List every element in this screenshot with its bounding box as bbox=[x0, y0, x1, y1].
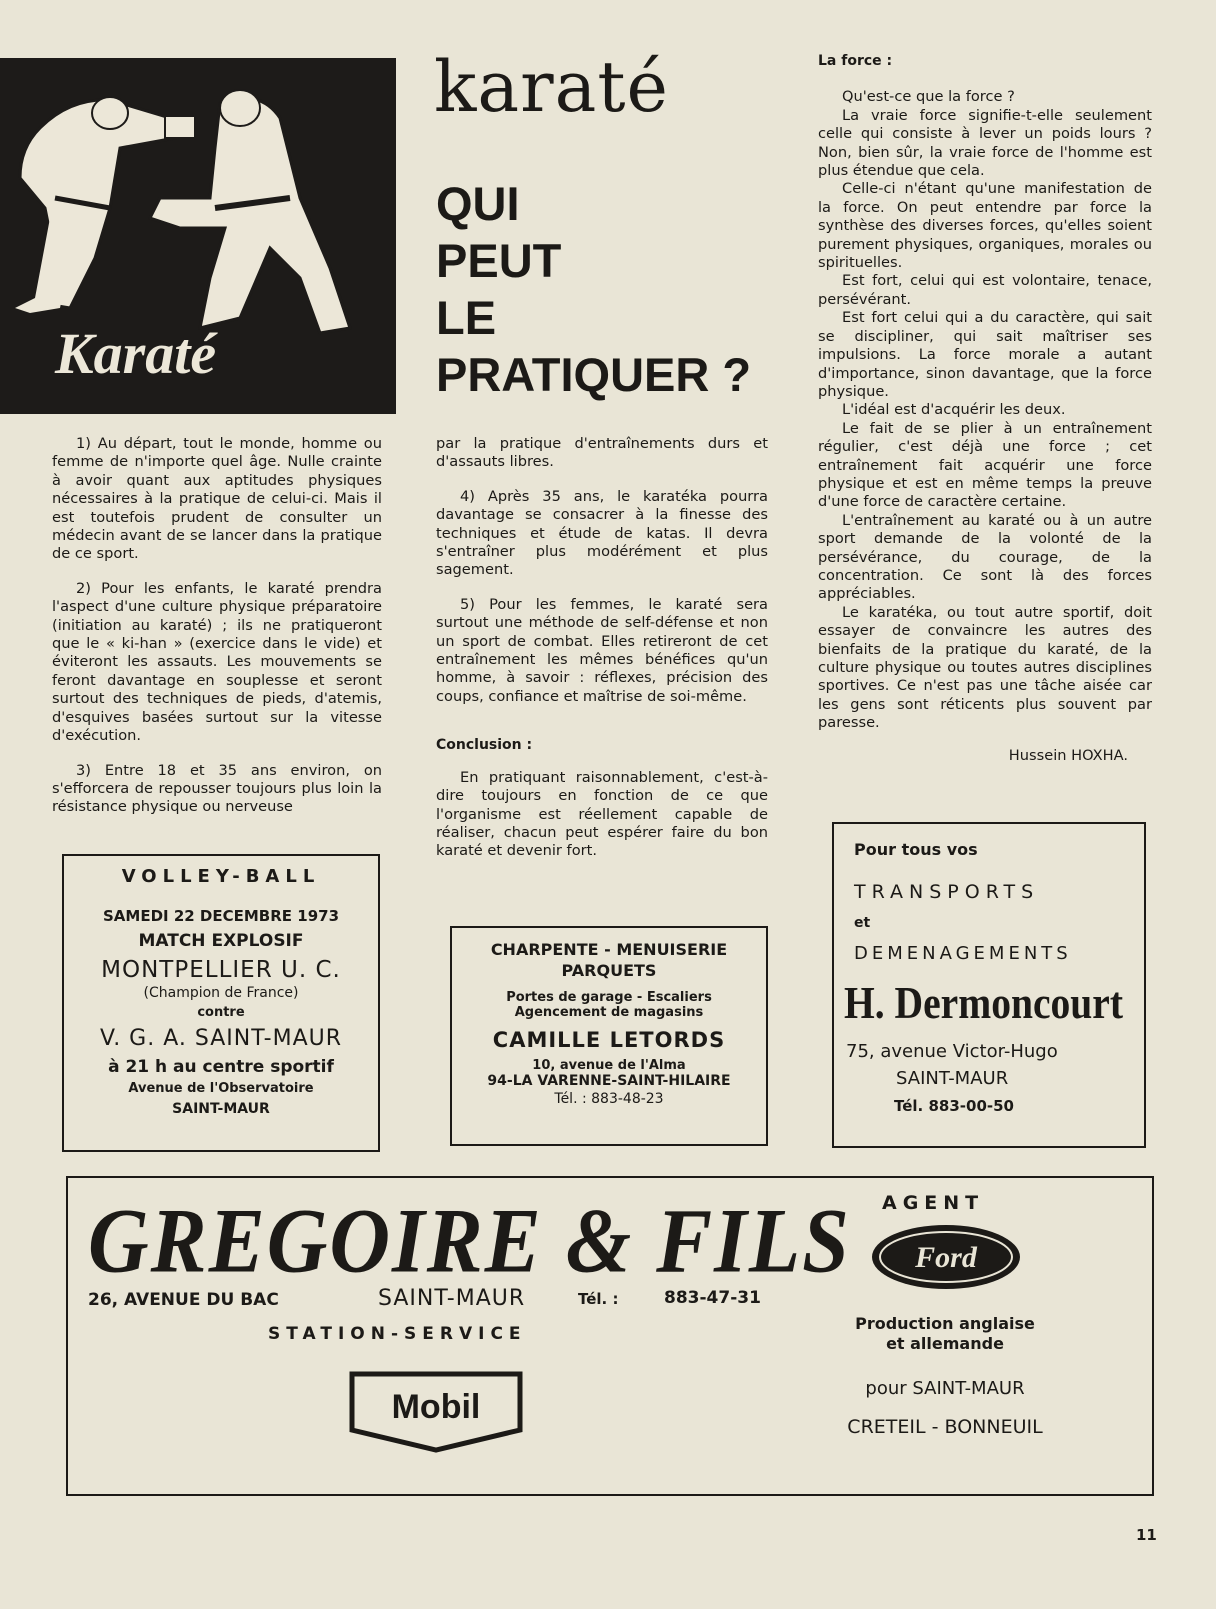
ad-line: Pour tous vos bbox=[854, 840, 978, 859]
paragraph: 3) Entre 18 et 35 ans environ, on s'efforcera de repousser toujours plus loin la résistance physique ou nerveuse bbox=[52, 761, 382, 816]
headline-line: PEUT bbox=[436, 234, 562, 287]
ad-line: TRANSPORTS bbox=[854, 881, 1040, 903]
paragraph: Qu'est-ce que la force ? bbox=[842, 88, 1015, 106]
gregoire-tel-label: Tél. : bbox=[578, 1290, 619, 1308]
gregoire-city: SAINT-MAUR bbox=[378, 1286, 526, 1311]
paragraph: 5) Pour les femmes, le karaté sera surtout une méthode de self-défense et non un sport de combat. Elles retireront de cet entraînement les mêmes bénéfices qu'un homme, à savoir : réflexes, précision des coups, confiance et maîtrise de soi-même. bbox=[436, 595, 768, 705]
ad-line: DEMENAGEMENTS bbox=[854, 943, 1072, 964]
gregoire-ad bbox=[66, 1176, 1154, 1496]
article-column-3 bbox=[818, 52, 1152, 781]
gregoire-address: 26, AVENUE DU BAC bbox=[88, 1290, 279, 1310]
paragraph: Celle-ci n'étant qu'une manifestation de la force. On peut entendre par force la synthèse des diverses forces, qu'elles soient purement physiques, organiques, morales ou spirituelles. bbox=[818, 180, 1152, 272]
ad-line: 94-LA VARENNE-SAINT-HILAIRE bbox=[487, 1073, 731, 1089]
ad-line: Portes de garage - Escaliers bbox=[506, 990, 712, 1005]
paragraph: 4) Après 35 ans, le karatéka pourra davantage se consacrer à la finesse des techniques et étude de katas. Il devra s'entraîner plus modérément et plus sagement. bbox=[436, 487, 768, 579]
gregoire-service: STATION-SERVICE bbox=[268, 1324, 527, 1344]
paragraph: En pratiquant raisonnablement, c'est-à-dire toujours en fonction de ce que l'organisme est réellement capable de réaliser, chacun peut espérer faire du bon karaté et devenir fort. bbox=[436, 768, 768, 860]
headline-line: QUI bbox=[436, 177, 520, 230]
ad-line: 75, avenue Victor-Hugo bbox=[846, 1041, 1058, 1062]
gregoire-brand: GREGOIRE & FILS bbox=[88, 1190, 851, 1293]
ad-line: Tél. : 883-48-23 bbox=[554, 1091, 664, 1107]
volleyball-ad bbox=[62, 854, 380, 1152]
article-title: karaté bbox=[434, 46, 669, 128]
page-number: 11 bbox=[1136, 1526, 1157, 1544]
mobil-logo bbox=[346, 1368, 526, 1454]
ford-pour: pour SAINT-MAUR bbox=[865, 1378, 1025, 1399]
ad-line: H. Dermoncourt bbox=[844, 977, 1124, 1028]
ad-line: SAINT-MAUR bbox=[172, 1101, 270, 1117]
ad-line: et bbox=[854, 915, 871, 931]
conclusion-heading: Conclusion : bbox=[436, 737, 533, 754]
ad-line: Tél. 883-00-50 bbox=[894, 1097, 1014, 1115]
ford-production-1: Production anglaise bbox=[855, 1314, 1035, 1333]
section-heading: La force : bbox=[818, 53, 893, 69]
paragraph: L'idéal est d'acquérir les deux. bbox=[842, 401, 1066, 419]
ad-line: V. G. A. SAINT-MAUR bbox=[99, 1026, 343, 1051]
ford-production-2: et allemande bbox=[886, 1334, 1004, 1353]
ad-line: MATCH EXPLOSIF bbox=[138, 931, 304, 951]
paragraph: Est fort celui qui a du caractère, qui sait se discipliner, qui sait maîtriser ses impulsions. La force morale a autant d'importance, sinon davantage, que la force physique. bbox=[818, 309, 1152, 400]
ad-line: CAMILLE LETORDS bbox=[492, 1028, 726, 1052]
paragraph: 1) Au départ, tout le monde, homme ou femme de n'importe quel âge. Nulle crainte à avoir quant aux aptitudes physiques nécessaires à la pratique de celui-ci. Mais il est toutefois prudent de consulter un médecin avant de se lancer dans la pratique de ce sport. bbox=[52, 435, 382, 563]
ad-line: à 21 h au centre sportif bbox=[108, 1057, 334, 1077]
transports-ad bbox=[832, 822, 1146, 1148]
paragraph: par la pratique d'entraînements durs et d'assauts libres. bbox=[436, 435, 768, 471]
ford-text: Ford bbox=[915, 1241, 977, 1274]
charpente-ad bbox=[450, 926, 768, 1146]
ad-line: SAMEDI 22 DECEMBRE 1973 bbox=[102, 907, 339, 925]
ford-agent: AGENT bbox=[882, 1192, 985, 1214]
paragraph: 2) Pour les enfants, le karaté prendra l'aspect d'une culture physique préparatoire (initiation au karaté) ; ils ne pratiqueront que le « ki-han » (exercice dans le vide) et éviteront les assauts. Les mouvements se feront davantage en souplesse et seront surtout des techniques de pieds, d'atemis, d'esquives basées surtout sur la vitesse d'exécution. bbox=[52, 579, 382, 745]
paragraph: Le fait de se plier à un entraînement régulier, c'est déjà une force ; cet entraînement fait acquérir une force physique et est en même temps la preuve d'une force de caractère certaine. bbox=[818, 419, 1152, 511]
ad-line: Avenue de l'Observatoire bbox=[128, 1081, 314, 1096]
ad-line: CHARPENTE - MENUISERIE bbox=[490, 940, 728, 959]
gregoire-tel: 883-47-31 bbox=[664, 1288, 761, 1308]
illustration-label: Karaté bbox=[55, 321, 217, 386]
ad-line: SAINT-MAUR bbox=[896, 1068, 1009, 1089]
article-column-1 bbox=[52, 435, 382, 833]
ad-line: VOLLEY-BALL bbox=[121, 866, 321, 887]
author-signature: Hussein HOXHA. bbox=[1008, 746, 1128, 764]
ad-line: MONTPELLIER U. C. bbox=[101, 957, 341, 983]
ad-line: Agencement de magasins bbox=[514, 1005, 704, 1020]
karate-illustration bbox=[0, 58, 396, 414]
paragraph: L'entraînement au karaté ou à un autre sport demande de la volonté de la persévérance, du courage, de la concentration. Ce sont là des forces appréciables. bbox=[818, 511, 1152, 603]
paragraph: Le karatéka, ou tout autre sportif, doit essayer de convaincre les autres des bienfaits de la pratique du karaté, de la culture physique ou toutes autres disciplines sportives. Ce n'est pas une tâche aisée car les gens sont réticents plus souvent par paresse. bbox=[818, 603, 1152, 732]
paragraph: La vraie force signifie-t-elle seulement celle qui consiste à lever un poids lours ? Non, bien sûr, la vraie force de l'homme est plus étendue que cela. bbox=[818, 106, 1152, 180]
paragraph: Est fort, celui qui est volontaire, tenace, persévérant. bbox=[818, 272, 1152, 308]
mobil-text: Mobil bbox=[391, 1388, 481, 1426]
ford-towns: CRETEIL - BONNEUIL bbox=[847, 1416, 1043, 1438]
article-headline bbox=[436, 175, 751, 403]
ad-line: contre bbox=[197, 1005, 245, 1020]
headline-line: PRATIQUER ? bbox=[436, 348, 752, 401]
article-column-2 bbox=[436, 435, 768, 877]
headline-line: LE bbox=[436, 291, 497, 344]
karate-fighters-drawing bbox=[0, 58, 396, 414]
ad-line: PARQUETS bbox=[561, 961, 657, 980]
ford-logo bbox=[868, 1222, 1024, 1292]
ad-line: (Champion de France) bbox=[143, 985, 299, 1001]
ad-line: 10, avenue de l'Alma bbox=[532, 1058, 686, 1073]
